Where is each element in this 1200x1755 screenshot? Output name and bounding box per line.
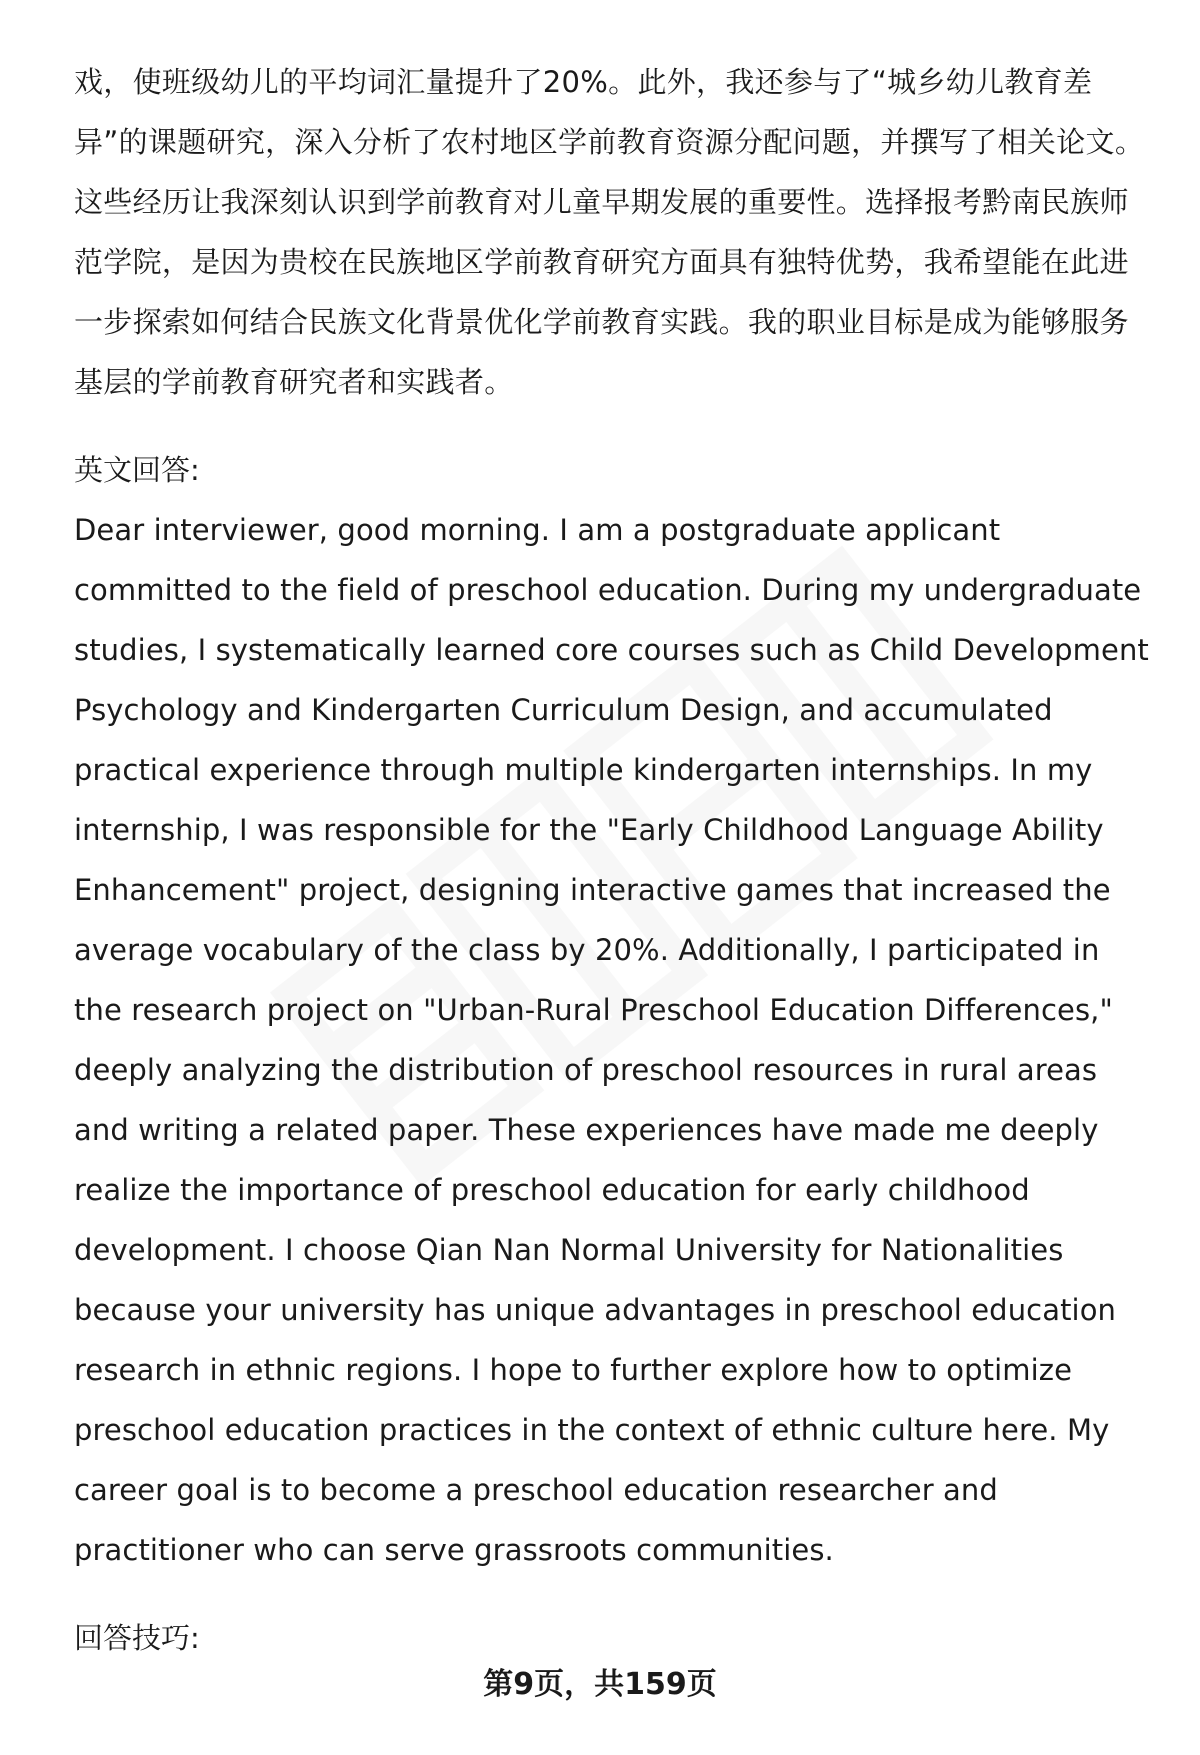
document-body: [74, 52, 1154, 1668]
page-number-footer: 第9页，共159页: [483, 1667, 717, 1702]
spacer: [74, 1580, 1154, 1608]
chinese-answer-paragraph: 戏，使班级幼儿的平均词汇量提升了20%。此外，我还参与了“城乡幼儿教育差异”的课题研究，深入分析了农村地区学前教育资源分配问题，并撰写了相关论文。这些经历让我深刻认识到学前教育对儿童早期发展的重要性。选择报考黔南民族师范学院，是因为贵校在民族地区学前教育研究方面具有独特优势，我希望能在此进一步探索如何结合民族文化背景优化学前教育实践。我的职业目标是成为能够服务基层的学前教育研究者和实践者。: [74, 65, 1145, 399]
spacer: [74, 412, 1154, 440]
answer-tips-label: 回答技巧:: [74, 1621, 200, 1655]
english-answer-label: 英文回答:: [74, 453, 200, 487]
english-answer-paragraph: Dear interviewer, good morning. I am a postgraduate applicant committed to the field of preschool education. During my undergraduate studies, I systematically learned core courses such as Child Development Psychology and Kindergarten Curriculum Design, and accumulated practical experience through multiple kindergarten internships. In my internship, I was responsible for the "Early Childhood Language Ability Enhancement" project, designing interactive games that increased the average vocabulary of the class by 20%. Additionally, I participated in the research project on "Urban-Rural Preschool Education Differences," deeply analyzing the distribution of preschool resources in rural areas and writing a related paper. These experiences have made me deeply realize the importance of preschool education for early childhood development. I choose Qian Nan Normal University for Nationalities because your university has unique advantages in preschool education research in ethnic regions. I hope to further explore how to optimize preschool education practices in the context of ethnic culture here. My career goal is to become a preschool education researcher and practitioner who can serve grassroots communities.: [74, 513, 1149, 1567]
